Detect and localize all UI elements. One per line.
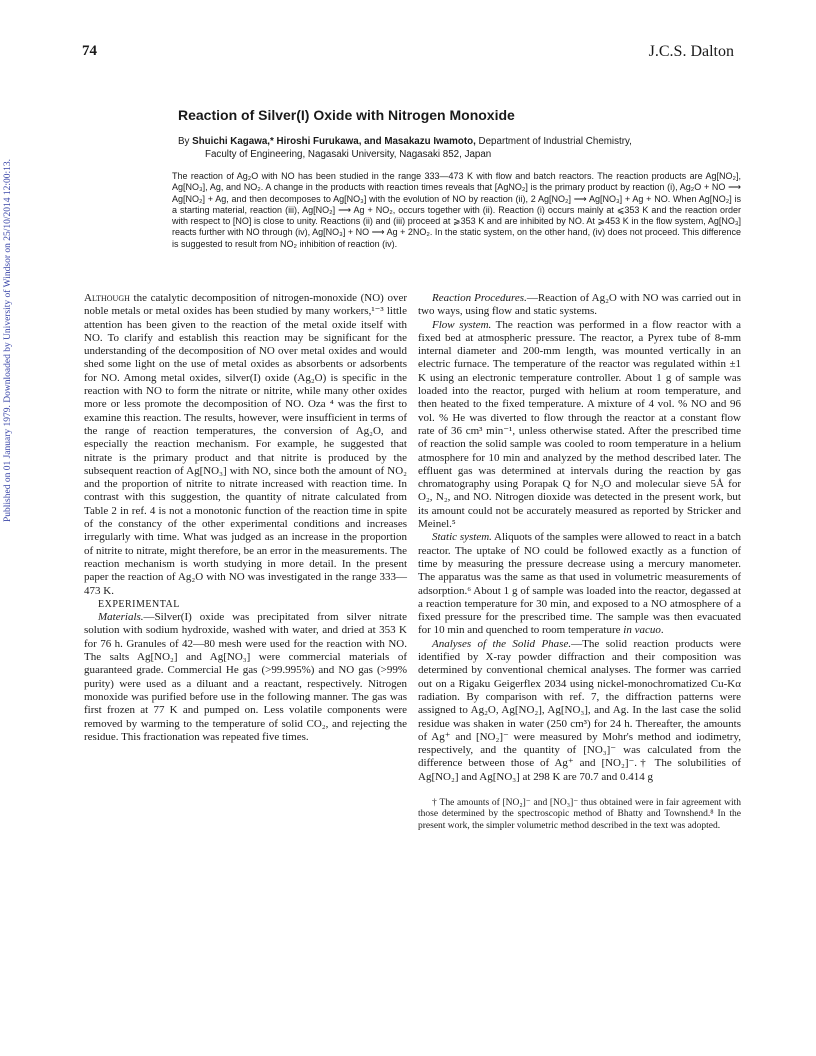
intro-lead-word: Although [84,292,130,304]
author-names: Shuichi Kagawa,* Hiroshi Furukawa, and Masakazu Iwamoto, [192,136,476,147]
author-block [178,136,743,161]
article-title: Reaction of Silver(I) Oxide with Nitrogen Monoxide [178,107,515,123]
procedures-paragraph [418,292,741,319]
flow-heading: Flow system. [432,318,492,331]
page-number: 74 [82,43,97,59]
analyses-paragraph [418,638,741,784]
abstract: The reaction of Ag₂O with NO has been studied in the range 333—473 K with flow and batch reactors. The reaction products are Ag[NO₂], Ag[NO₃], Ag, and NO₂. A change in the products with reaction times reveals that [AgNO₂] is the primary product by reaction (i), Ag₂O + NO ⟶ Ag[NO₂] + Ag, and then decomposes to Ag[NO₃] with the evolution of NO by reaction (ii), 2 Ag[NO₂] ⟶ Ag[NO₃] + Ag + NO. When Ag[NO₂] is a starting material, reaction (iii), Ag[NO₂] ⟶ Ag + NO₂, occurs together with (ii). Reaction (i) occurs mainly at ⩽353 K and the reaction order with respect to [NO] is close to unity. Reactions (ii) and (iii) proceed at ⩾353 K and are inhibited by NO. At ⩾453 K in the flow system, Ag[NO₃] reacts further with NO through (iv), Ag[NO₃] + NO ⟶ Ag + 2NO₂. In the static system, on the other hand, (iv) does not proceed. This difference is suggested to result from NO₂ inhibition of reaction (iv). [172,171,741,249]
procedures-heading: Reaction Procedures. [432,292,527,304]
authors-prefix: By [178,136,193,147]
analyses-heading: Analyses of the Solid Phase. [432,637,572,650]
publication-sidebar[interactable]: Published on 01 January 1979. Downloaded by University of Windsor on 25/10/2014 12:00:13. [3,158,13,522]
materials-text: —Silver(I) oxide was precipitated from silver nitrate solution with sodium hydroxide, washed with water, and dried at 353 K for 76 h. Granules of 42—80 mesh were used for the reaction with NO. The salts Ag[NO₂] and Ag[NO₃] were commercial materials of guaranteed grade. Commercial He gas (>99.995%) and NO gas (>99% purity) were used as a diluant and a reactant, respectively. Nitrogen monoxide was purified before use in the following manner. The gas was first frozen at 77 K and pumped on. Less volatile components were removed by warming to the temperature of solid CO₂, and rejecting the residue. This fractionation was repeated five times. [84,611,407,743]
static-paragraph [418,531,741,637]
procedures-text: —Reaction of Ag₂O with NO was carried out in two ways, using flow and static systems. [418,292,741,318]
materials-paragraph [84,611,407,744]
static-text: Aliquots of the samples were allowed to react in a batch reactor. The uptake of NO could be followed exactly as a function of time by measuring the pressure decrease using a mercury manometer. The apparatus was the same as that used in volumetric measurements of adsorption.⁶ About 1 g of sample was loaded into the reactor, degassed at a reaction temperature for 30 min, and exposed to a NO atmosphere of a fixed pressure for the prescribed time. The sample was then evacuated for 10 min and quenched to room temperature [418,531,741,637]
flow-text: The reaction was performed in a flow reactor with a fixed bed at atmospheric pressure. The reactor, a Pyrex tube of 8-mm internal diameter and 200-mm length, was mounted vertically in an electric furnace. The temperature of the reactor was regulated within ±1 K using an electronic temperature controller. About 1 g of sample was loaded into the reactor, purged with helium at room temperature, and then heated to the fixed temperature. A mixture of 4 vol. % NO and 96 vol. % He was diverted to flow through the reactor at a constant flow rate of 36 cm³ min⁻¹, unless otherwise stated. After the prescribed time of reaction the solid sample was cooled to room temperature in a helium atmosphere for 10 min and analyzed by the method described later. The effluent gas was determined at intervals during the reaction by gas chromatography using Porapak Q for N₂O and molecular sieve 5Å for O₂, N₂, and NO. Nitrogen dioxide was detected in the present work, but its amount could not be accurately measured as reported by Stricker and Meinel.⁵ [418,318,741,531]
analyses-text: —The solid reaction products were identified by X-ray powder diffraction and their composition was determined by conventional chemical analyses. The former was carried out on a Rigaku Geigerflex 2034 using nickel-monochromatized Cu-Kα radiation. By comparison with ref. 7, the diffraction patterns were assigned to Ag₂O, Ag[NO₂], Ag[NO₃], and Ag. In the last case the solid residue was shaken in water (250 cm³) for 24 h. Thereafter, the amounts of Ag⁺ and [NO₂]⁻ were measured by Mohr's method and iodimetry, respectively, and the quantity of [NO₃]⁻ was calculated from the difference between those of Ag⁺ and [NO₂]⁻.† The solubilities of Ag[NO₂] and Ag[NO₃] at 298 K are 70.7 and 0.414 g [418,637,742,783]
static-heading: Static system. [432,531,492,544]
experimental-heading: EXPERIMENTAL [98,598,180,610]
affiliation-line-1: Department of Industrial Chemistry, [475,136,632,147]
footnote-text: † The amounts of [NO₂]⁻ and [NO₃]⁻ thus obtained were in fair agreement with those determined by the spectroscopic method of Bhatty and Townshend.⁸ In the present work, the simpler volumetric method described in the text was adopted. [418,797,741,831]
footnote [418,798,741,833]
intro-paragraph [84,292,407,598]
left-column [84,292,407,744]
intro-text: the catalytic decomposition of nitrogen-monoxide (NO) over noble metals or metal oxides has been studied by many workers,¹⁻³ little attention has been given to the reaction of the metal oxide itself with NO. To clarify and establish this reaction may be significant for the understanding of the decomposition of NO over metal oxides and would shed some light on the use of metal oxides as absorbents or adsorbents for NO. Among metal oxides, silver(I) oxide (Ag₂O) is specific in the reaction with NO to form the nitrate or nitrite, while many other oxides more or less promote the decomposition of NO. Oza ⁴ was the first to examine this reaction. The results, however, were insufficient in terms of the range of reaction temperatures, the conversion of Ag₂O, and especially the reaction mechanism. For example, he suggested that nitrate is the primary product and that nitrite is produced by the subsequent reaction of Ag[NO₃] with NO, since both the amount of NO₂ and the proportion of nitrite to nitrate increased with reaction time. In contrast with this suggestion, the quantity of nitrate calculated from Table 2 in ref. 4 is not a monotonic function of the reaction time in spite of the constancy of the other experimental conditions and increases irregularly with time. What was judged as an increase in the proportion of nitrite to nitrate, might therefore, be an error in the measurements. The reaction mechanism is worth studying in more detail. In the present paper the reaction of Ag₂O with NO was investigated in the range 333—473 K. [84,292,407,597]
flow-paragraph [418,319,741,532]
materials-heading: Materials. [98,611,144,624]
static-tail: . [660,624,664,637]
right-column [418,292,741,832]
static-tail-italic: in vacuo [623,624,661,637]
journal-name: J.C.S. Dalton [648,43,734,60]
affiliation-line-2: Faculty of Engineering, Nagasaki University, Nagasaki 852, Japan [205,148,492,160]
